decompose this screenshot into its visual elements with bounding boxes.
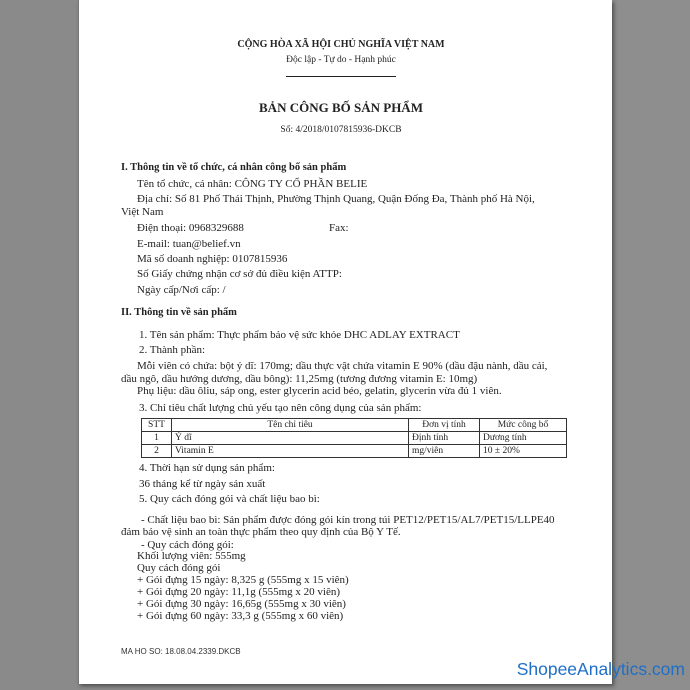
pack-60-days: + Gói đựng 60 ngày: 33,3 g (555mg x 60 viên) [137, 610, 344, 622]
excipients: Phụ liệu: dầu ôliu, sáp ong, ester glycerin acid béo, gelatin, glycerin vừa đủ 1 viên. [137, 385, 502, 397]
pack-20-days: + Gói đựng 20 ngày: 11,1g (555mg x 20 viên) [137, 586, 341, 598]
phone: Điện thoại: 0968329688 [137, 222, 244, 234]
shelf-life: 36 tháng kể từ ngày sản xuất [139, 478, 266, 490]
table-row [142, 432, 567, 445]
motto: Độc lập - Tự do - Hạnh phúc [286, 55, 396, 65]
table-header-unit: Đơn vị tính [409, 419, 480, 432]
dossier-code: MA HO SO: 18.08.04.2339.DKCB [121, 647, 241, 656]
ingredients-label: 2. Thành phần: [139, 344, 206, 356]
watermark: ShopeeAnalytics.com [516, 659, 685, 679]
table-cell-stt: 1 [142, 432, 172, 445]
packaging-material-line-1: - Chất liệu bao bì: Sản phẩm được đóng gói kín trong túi PET12/PET15/AL7/PET15/LLPE40 [141, 514, 555, 526]
table-header-declared-level: Mức công bố [480, 419, 567, 432]
document-page [78, 0, 612, 684]
packaging-spec-label: - Quy cách đóng gói: [141, 539, 234, 551]
packaging-spec-title: Quy cách đóng gói [137, 562, 221, 574]
table-cell-criterion: Ý dĩ [172, 432, 409, 445]
product-name: 1. Tên sản phẩm: Thực phẩm bảo vệ sức khỏe DHC ADLAY EXTRACT [139, 329, 460, 341]
quality-label: 3. Chỉ tiêu chất lượng chủ yếu tạo nên công dụng của sản phẩm: [139, 402, 422, 414]
packaging-label: 5. Quy cách đóng gói và chất liệu bao bì: [139, 493, 320, 505]
section1-heading: I. Thông tin về tổ chức, cá nhân công bố sản phẩm [121, 162, 347, 173]
shelf-life-label: 4. Thời hạn sử dụng sản phẩm: [139, 462, 275, 474]
org-name: Tên tổ chức, cá nhân: CÔNG TY CỔ PHẦN BELIE [137, 178, 368, 190]
food-safety-certificate: Số Giấy chứng nhận cơ sở đủ điều kiện ATTP: [137, 268, 342, 280]
packaging-material-line-2: đảm bảo vệ sinh an toàn thực phẩm theo quy định của Bộ Y Tế. [121, 526, 401, 538]
capsule-weight: Khối lượng viên: 555mg [137, 550, 246, 562]
table-header-criterion: Tên chỉ tiêu [172, 419, 409, 432]
header-divider [286, 76, 396, 77]
address-line-1: Địa chỉ: Số 81 Phố Thái Thịnh, Phường Thịnh Quang, Quận Đống Đa, Thành phố Hà Nội, [137, 193, 535, 205]
table-cell-unit: mg/viên [409, 445, 480, 458]
table-cell-criterion: Vitamin E [172, 445, 409, 458]
pack-30-days: + Gói đựng 30 ngày: 16,65g (555mg x 30 viên) [137, 598, 346, 610]
table-cell-stt: 2 [142, 445, 172, 458]
ingredients-line-2: dầu ngô, dầu hướng dương, dầu bông): 11,25mg (tương đương vitamin E: 10mg) [121, 373, 478, 385]
address-line-2: Việt Nam [121, 206, 164, 218]
table-header-stt: STT [142, 419, 172, 432]
tax-code: Mã số doanh nghiệp: 0107815936 [137, 253, 288, 265]
document-title: BẢN CÔNG BỐ SẢN PHẨM [259, 100, 423, 115]
issue-date: Ngày cấp/Nơi cấp: / [137, 284, 226, 296]
quality-table [141, 418, 567, 458]
country-header: CỘNG HÒA XÃ HỘI CHỦ NGHĨA VIỆT NAM [237, 39, 445, 50]
document-number: Số: 4/2018/0107815936-DKCB [280, 125, 402, 135]
table-cell-declared-level: Dương tính [480, 432, 567, 445]
table-cell-declared-level: 10 ± 20% [480, 445, 567, 458]
table-cell-unit: Định tính [409, 432, 480, 445]
pack-15-days: + Gói đựng 15 ngày: 8,325 g (555mg x 15 viên) [137, 574, 349, 586]
ingredients-line-1: Mỗi viên có chứa: bột ý dĩ: 170mg; dầu thực vật chứa vitamin E 90% (dầu đậu nành, dầu cải, [137, 360, 548, 372]
email: E-mail: tuan@belief.vn [137, 238, 241, 250]
table-header-row [142, 419, 567, 432]
fax: Fax: [329, 222, 349, 234]
table-row [142, 445, 567, 458]
section2-heading: II. Thông tin về sản phẩm [121, 307, 237, 318]
